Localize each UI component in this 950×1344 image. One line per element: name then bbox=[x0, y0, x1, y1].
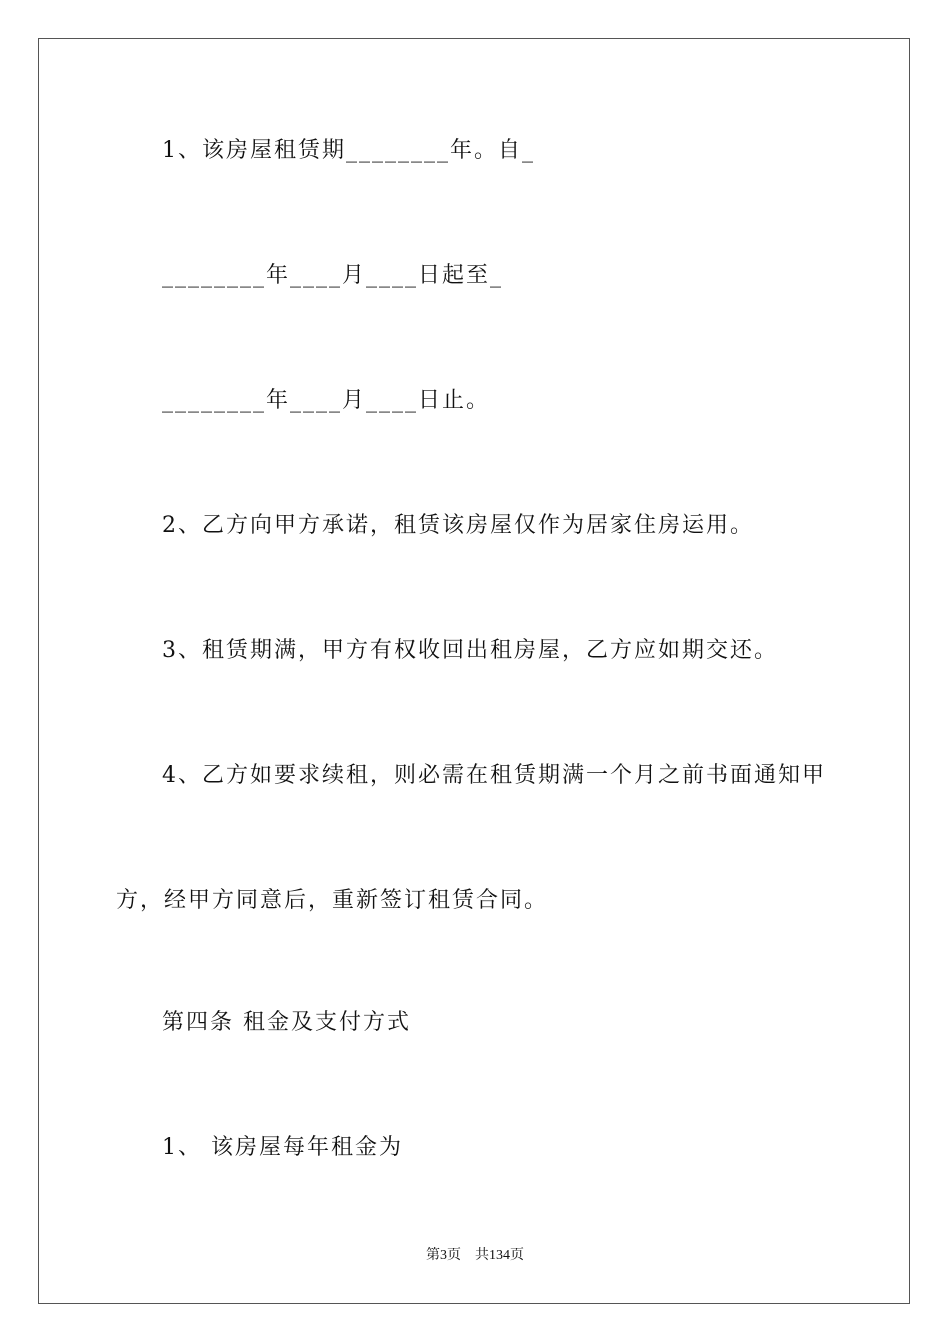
page-number: 第3页 bbox=[426, 1248, 461, 1263]
page-footer bbox=[0, 1246, 950, 1266]
clause-4-renewal-continued: 方，经甲方同意后，重新签订租赁合同。 bbox=[116, 888, 549, 913]
clause-3-expiry: 3、租赁期满，甲方有权收回出租房屋，乙方应如期交还。 bbox=[162, 638, 778, 663]
clause-2-usage: 2、乙方向甲方承诺，租赁该房屋仅作为居家住房运用。 bbox=[162, 513, 754, 538]
article-4-clause-1: 1、 该房屋每年租金为 bbox=[162, 1135, 403, 1160]
clause-1-lease-term: 1、该房屋租赁期________年。自_ bbox=[162, 138, 535, 163]
clause-4-renewal: 4、乙方如要求续租，则必需在租赁期满一个月之前书面通知甲 bbox=[162, 763, 826, 788]
article-4-heading: 第四条 租金及支付方式 bbox=[162, 1010, 411, 1035]
lease-end-date-line: ________年____月____日止。 bbox=[162, 388, 491, 413]
total-pages: 共134页 bbox=[475, 1248, 524, 1263]
lease-start-date-line: ________年____月____日起至_ bbox=[162, 263, 504, 288]
page-frame bbox=[38, 38, 910, 1304]
